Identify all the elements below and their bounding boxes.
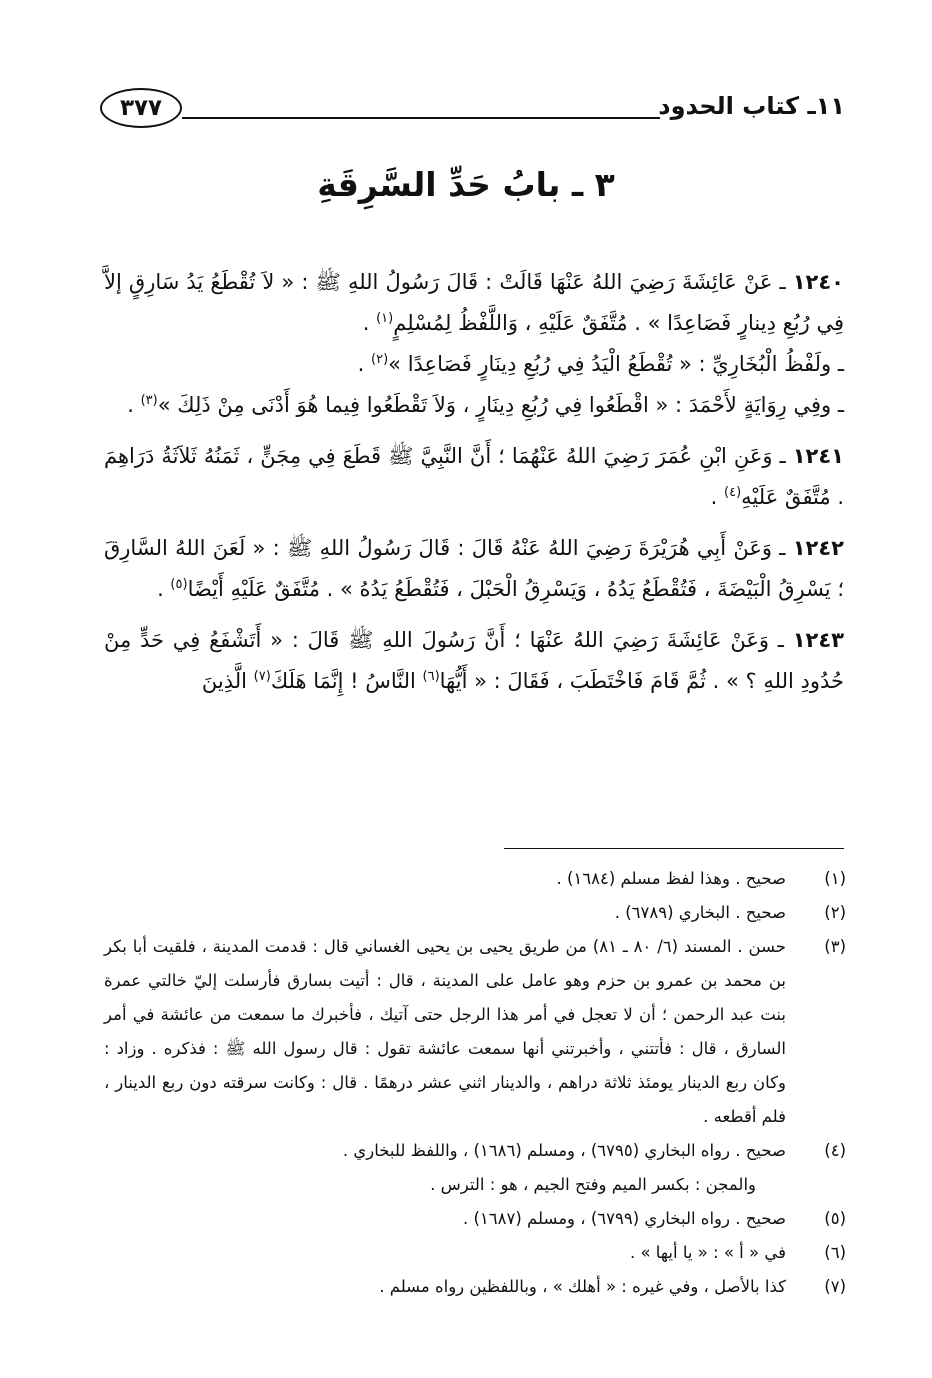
footnote	[104, 896, 846, 930]
hadith-paragraph: ١٢٤١ ـ وَعَنِ ابْنِ عُمَرَ رَضِيَ اللهُ عَنْهُمَا ؛ أَنَّ النَّبِيَّ ﷺ قَطَعَ فِي مِجَنٍّ ، ثَمَنُهُ ثَلاَثَةُ دَرَاهِمَ . مُتَّفَقٌ عَلَيْهِ$^{(٤)}$ .	[104, 444, 844, 509]
hadith-text: الَّذِينَ	[201, 669, 247, 693]
footnote-text: حسن . المسند (٦/ ٨٠ ـ ٨١) من طريق يحيى بن يحيى الغساني قال : قدمت المدينة ، فلقيت أبا بكر بن محمد بن عمرو بن حزم وهو عامل على المدينة ، قال : أتيت بسارق فأرسلت إليّ خالتي عمرة بنت عبد الرحمن ؛ أن لا تعجل في أمر هذا الرجل حتى آتيك ، فأخبرك ما سمعت من عائشة في أمر السارق ، قال : فأتتني ، وأخبرتني أنها سمعت عائشة تقول : قال رسول الله ﷺ : فذكره . وزاد : وكان ربع الدينار يومئذ ثلاثة دراهم ، والدينار اثني عشر درهمًا . قال : وكانت سرقته دون ربع الدينار ، فلم أقطعه .	[104, 937, 786, 1126]
hadith-number: ١٢٤١	[792, 444, 844, 468]
hadith-text: ـ وَعَنْ عَائِشَةَ رَضِيَ اللهُ عَنْهَا ؛ أَنَّ رَسُولَ اللهِ ﷺ قَالَ : « أَتَشْفَعُ فِي حَدٍّ مِنْ حُدُودِ اللهِ ؟ » . ثُمَّ قَامَ فَاخْتَطَبَ ، فَقَالَ : « أَيُّهَا	[104, 628, 844, 693]
section-title: ٣ ـ بابُ حَدِّ السَّرِقَةِ	[317, 165, 615, 204]
hadith-number: ١٢٤٢	[792, 536, 844, 560]
footnote	[104, 1202, 846, 1236]
footnote	[104, 862, 846, 896]
footnote-ref[interactable]: (٥)	[170, 577, 188, 592]
footnote-text: صحيح . رواه البخاري (٦٧٩٥) ، ومسلم (١٦٨٦) ، واللفظ للبخاري .	[342, 1141, 786, 1160]
footnote	[104, 930, 846, 1134]
footnote-text: صحيح . رواه البخاري (٦٧٩٩) ، ومسلم (١٦٨٧) .	[462, 1209, 786, 1228]
footnote	[104, 1134, 846, 1168]
hadith-1240	[104, 262, 844, 426]
footnote-ref[interactable]: (١)	[376, 311, 394, 326]
hadith-1242	[104, 528, 844, 610]
hadith-text: ـ وفِي رِوَايَةٍ لأَحْمَدَ : « اقْطَعُوا فِي رُبُعِ دِينَارٍ ، وَلاَ تَقْطَعُوا فِيما هُوَ أَدْنَى مِنْ ذَلِكَ »	[157, 393, 844, 417]
footnote-text: كذا بالأصل ، وفي غيره : « أهلك » ، وباللفظين رواه مسلم .	[379, 1277, 786, 1296]
hadith-1243	[104, 620, 844, 702]
footnote-number: (١)	[824, 869, 846, 888]
hadith-text: ـ وَعَنِ ابْنِ عُمَرَ رَضِيَ اللهُ عَنْهُمَا ؛ أَنَّ النَّبِيَّ ﷺ قَطَعَ فِي مِجَنٍّ ، ثَمَنُهُ ثَلاَثَةُ دَرَاهِمَ . مُتَّفَقٌ عَلَيْهِ	[104, 444, 844, 509]
footnote-number: (٤)	[824, 1141, 846, 1160]
hadith-text: ـ وَعَنْ أَبِي هُرَيْرَةَ رَضِيَ اللهُ عَنْهُ قَالَ : قَالَ رَسُولُ اللهِ ﷺ : « لَعَنَ اللهُ السَّارِقَ ؛ يَسْرِقُ الْبَيْضَةَ ، فَتُقْطَعُ يَدُهُ ، وَيَسْرِقُ الْحَبْلَ ، فَتُقْطَعُ يَدُهُ » . مُتَّفَقٌ عَلَيْهِ أَيْضًا	[104, 536, 844, 601]
footnote-text: في « أ » : « يا أيها » .	[629, 1243, 786, 1262]
footnote	[104, 1270, 846, 1304]
footnotes	[104, 862, 846, 1304]
main-text	[104, 262, 844, 712]
hadith-1241	[104, 436, 844, 518]
chapter-title: ١١ـ كتاب الحدود	[658, 92, 845, 120]
footnote-continuation: والمجن : بكسر الميم وفتح الجيم ، هو : الترس .	[430, 1175, 756, 1194]
footnote-number: (٧)	[824, 1277, 846, 1296]
footnote-number: (٥)	[824, 1209, 846, 1228]
footnote-separator	[504, 848, 844, 849]
footnote-ref[interactable]: (٤)	[724, 485, 742, 500]
footnote-number: (٣)	[824, 937, 846, 956]
footnote-number: (٦)	[824, 1243, 846, 1262]
hadith-paragraph: ١٢٤٢ ـ وَعَنْ أَبِي هُرَيْرَةَ رَضِيَ اللهُ عَنْهُ قَالَ : قَالَ رَسُولُ اللهِ ﷺ : « لَعَنَ اللهُ السَّارِقَ ؛ يَسْرِقُ الْبَيْضَةَ ، فَتُقْطَعُ يَدُهُ ، وَيَسْرِقُ الْحَبْلَ ، فَتُقْطَعُ يَدُهُ » . مُتَّفَقٌ عَلَيْهِ أَيْضًا$^{(٥)}$ .	[104, 536, 844, 601]
footnote-ref[interactable]: (٦)	[422, 669, 440, 684]
running-header	[100, 88, 845, 138]
footnote-number: (٢)	[824, 903, 846, 922]
hadith-text: ـ عَنْ عَائِشَةَ رَضِيَ اللهُ عَنْهَا قَالَتْ : قَالَ رَسُولُ اللهِ ﷺ : « لاَ تُقْطَعُ يَدُ سَارِقٍ إلاَّ فِي رُبُعِ دِينارٍ فَصَاعِدًا » . مُتَّفَقٌ عَلَيْهِ ، وَاللَّفْظُ لِمُسْلِمٍ	[104, 270, 844, 335]
page-number: ٣٧٧	[100, 88, 182, 128]
hadith-number: ١٢٤٠	[792, 270, 844, 294]
footnote-ref[interactable]: (٢)	[371, 352, 389, 367]
footnote	[104, 1236, 846, 1270]
footnote-text: صحيح . وهذا لفظ مسلم (١٦٨٤) .	[556, 869, 786, 888]
hadith-paragraph: ـ وفِي رِوَايَةٍ لأَحْمَدَ : « اقْطَعُوا فِي رُبُعِ دِينَارٍ ، وَلاَ تَقْطَعُوا فِيما هُوَ أَدْنَى مِنْ ذَلِكَ »$^{(٣)}$ .	[127, 393, 844, 417]
footnote-ref[interactable]: (٧)	[253, 669, 271, 684]
footnote-text: صحيح . البخاري (٦٧٨٩) .	[614, 903, 786, 922]
hadith-paragraph	[104, 620, 844, 702]
hadith-number: ١٢٤٣	[792, 628, 844, 652]
hadith-text: النَّاسُ ! إِنَّمَا هَلَكَ	[270, 669, 416, 693]
header-rule	[182, 117, 660, 119]
hadith-paragraph: ـ ولَفْظُ الْبُخَارِيِّ : « تُقْطَعُ الْيَدُ فِي رُبُعِ دِينَارٍ فَصَاعِدًا »$^{(٢)}$ .	[357, 352, 844, 376]
hadith-text: ـ ولَفْظُ الْبُخَارِيِّ : « تُقْطَعُ الْيَدُ فِي رُبُعِ دِينَارٍ فَصَاعِدًا »	[388, 352, 844, 376]
footnote-ref[interactable]: (٣)	[140, 393, 158, 408]
hadith-paragraph: ١٢٤٠ ـ عَنْ عَائِشَةَ رَضِيَ اللهُ عَنْهَا قَالَتْ : قَالَ رَسُولُ اللهِ ﷺ : « لاَ تُقْطَعُ يَدُ سَارِقٍ إلاَّ فِي رُبُعِ دِينارٍ فَصَاعِدًا » . مُتَّفَقٌ عَلَيْهِ ، وَاللَّفْظُ لِمُسْلِمٍ$^{(١)}$ .	[104, 270, 844, 335]
